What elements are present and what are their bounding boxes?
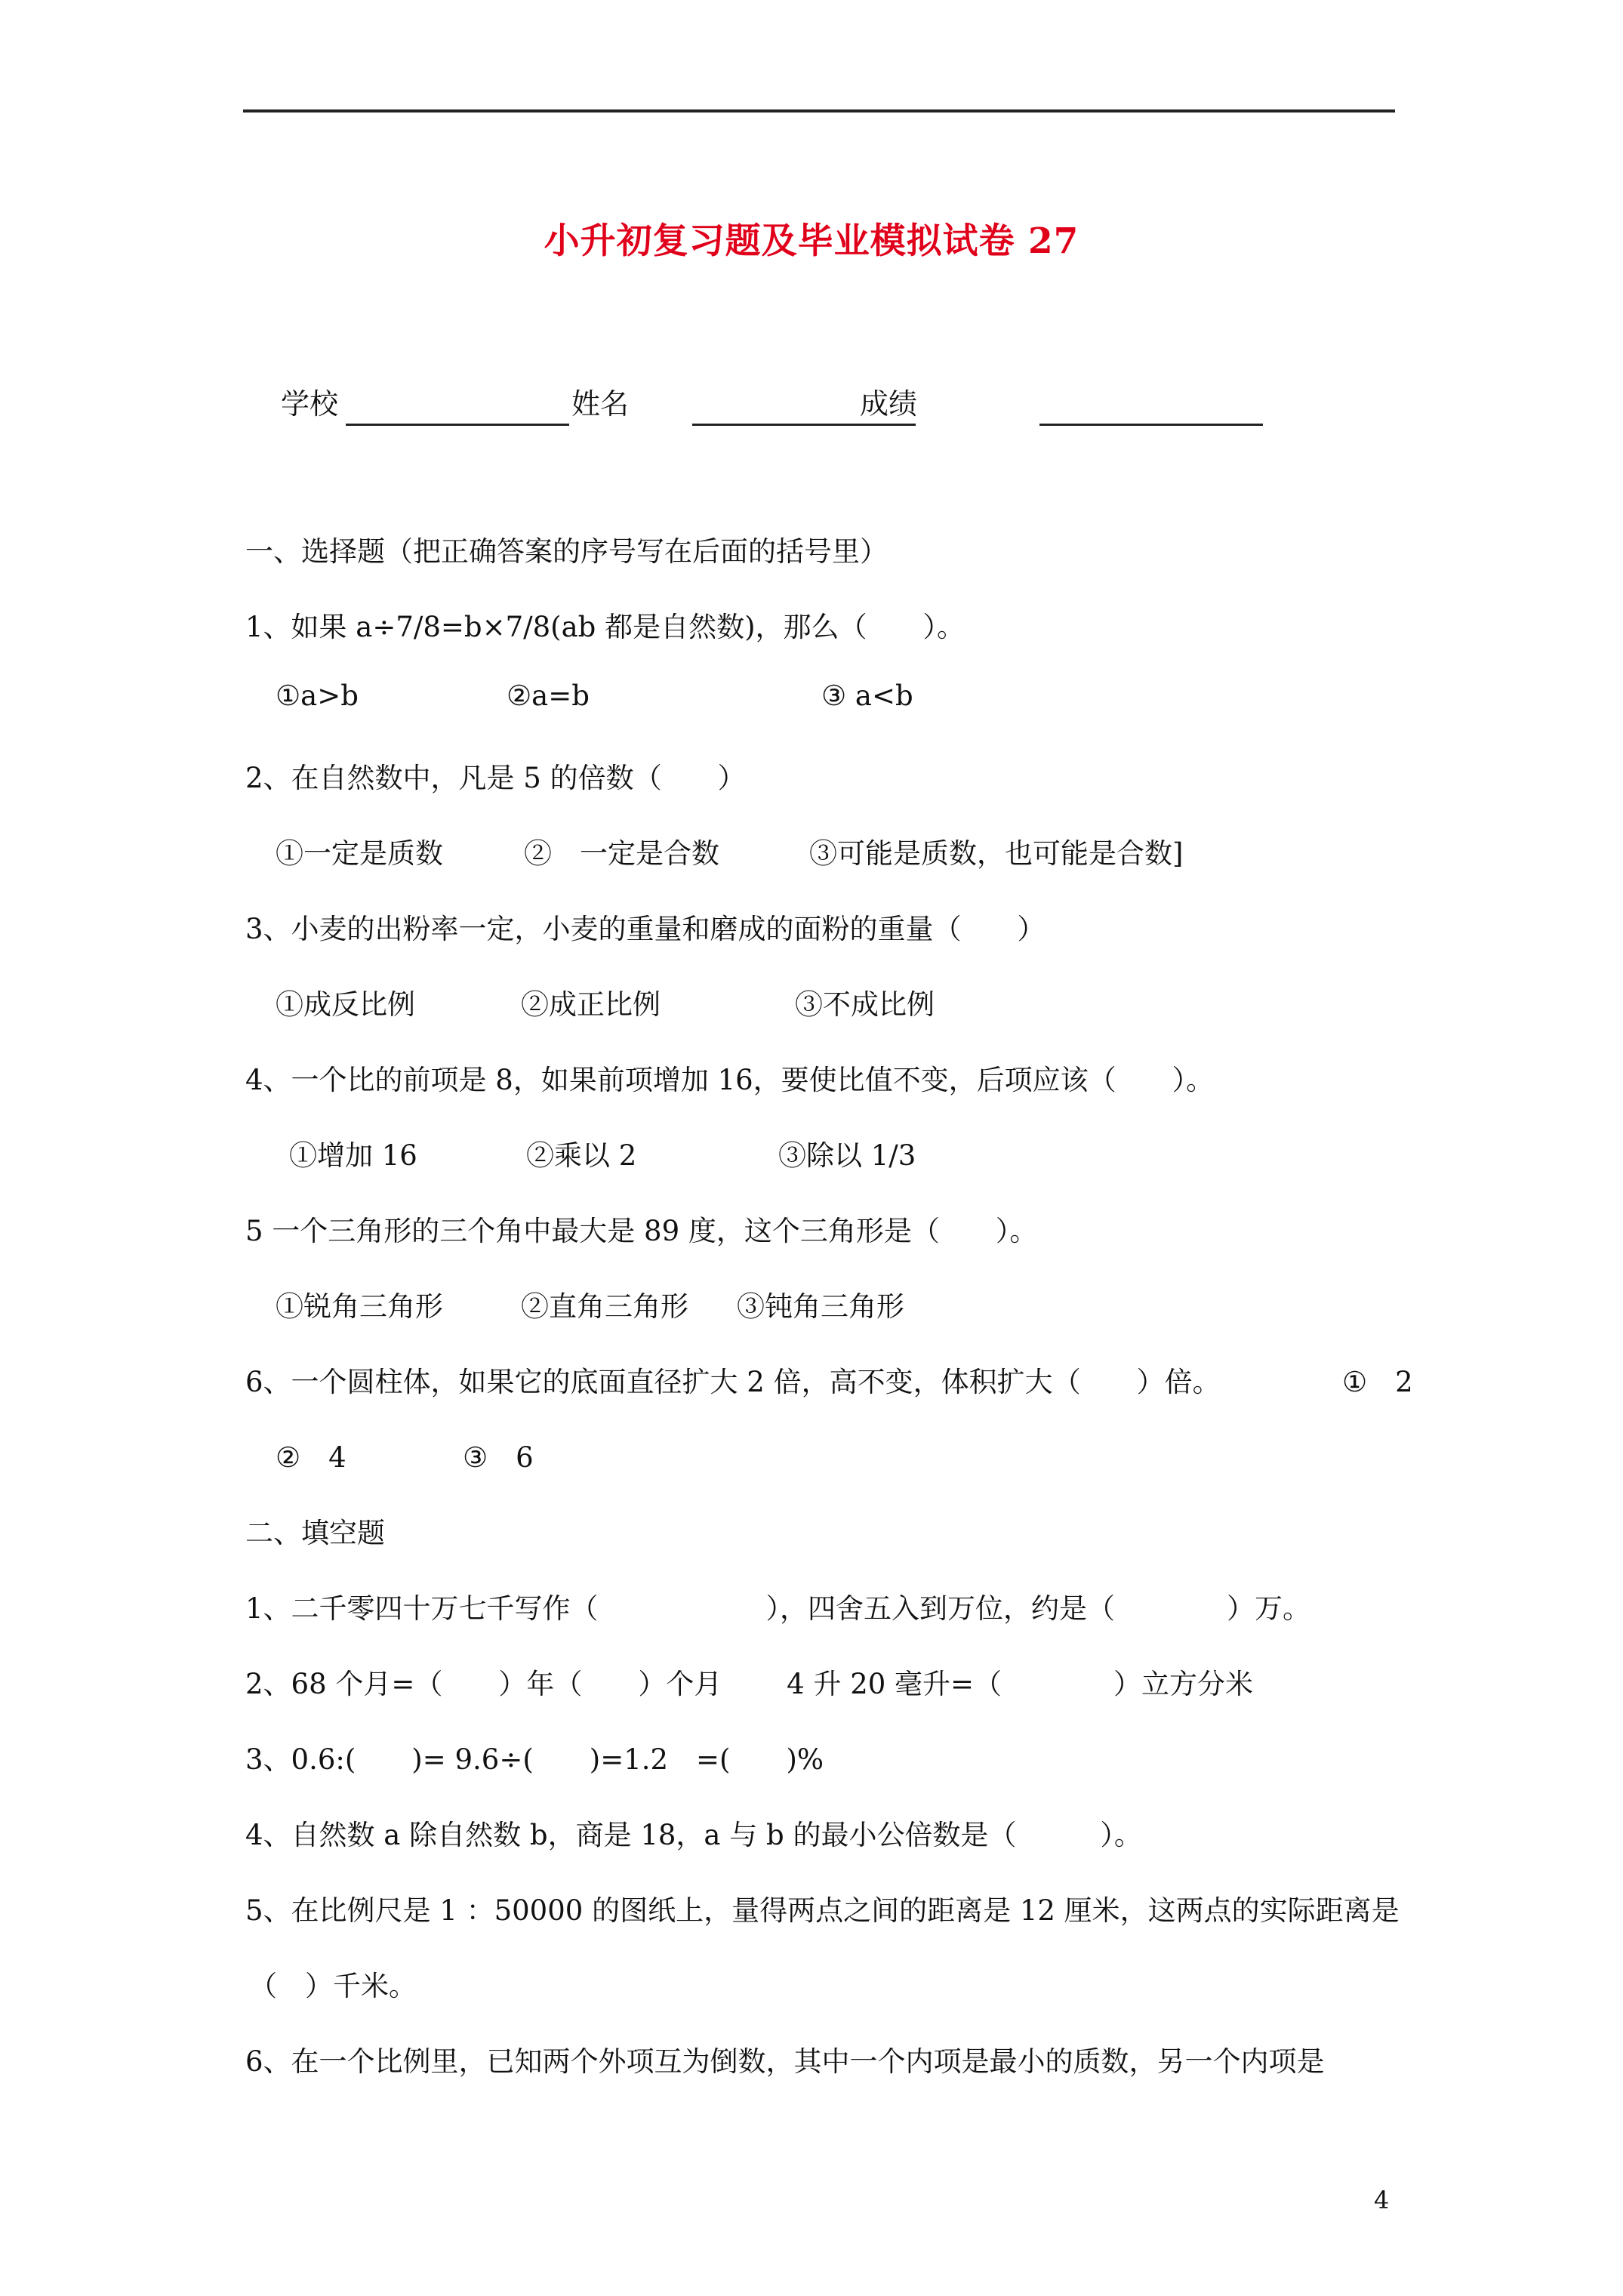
page-title: 小升初复习题及毕业模拟试卷 27 [544, 220, 1079, 262]
q4-option-3: ③除以 1/3 [778, 1139, 916, 1172]
fill-question-6: 6、在一个比例里，已知两个外项互为倒数，其中一个内项是最小的质数，另一个内项是 [245, 2045, 1325, 2078]
q4-option-1: ①增加 16 [289, 1139, 417, 1172]
section-heading-choice: 一、选择题（把正确答案的序号写在后面的括号里） [245, 535, 888, 568]
fill-question-3: 3、0.6:( )= 9.6÷( )=1.2 =( )% [245, 1743, 824, 1776]
q6-option-2: ② 4 [276, 1441, 346, 1474]
question-3: 3、小麦的出粉率一定，小麦的重量和磨成的面粉的重量（ ） [245, 913, 1046, 945]
fill-question-2: 2、68 个月=（ ）年（ ）个月 4 升 20 毫升=（ ）立方分米 [245, 1668, 1254, 1700]
school-label: 学校 [281, 387, 339, 421]
fill-question-5: 5、在比例尺是 1 ：50000 的图纸上，量得两点之间的距离是 12 厘米，这两点的实际距离是 [245, 1894, 1400, 1927]
question-4: 4、一个比的前项是 8，如果前项增加 16，要使比值不变，后项应该（ ）。 [245, 1064, 1215, 1096]
q5-option-1: ①锐角三角形 [276, 1290, 443, 1323]
q1-option-1: ①a>b [276, 680, 359, 712]
q5-option-3: ③钝角三角形 [737, 1290, 904, 1323]
q3-option-2: ②成正比例 [521, 988, 661, 1021]
q5-option-2: ②直角三角形 [521, 1290, 688, 1323]
header-rule [243, 109, 1395, 112]
fill-question-5-cont: （ ）千米。 [249, 1970, 417, 2002]
fill-question-1: 1、二千零四十万七千写作（ ），四舍五入到万位，约是（ ）万。 [245, 1592, 1311, 1625]
q2-option-3: ③可能是质数，也可能是合数] [809, 837, 1184, 870]
question-1: 1、如果 a÷7/8=b×7/8(ab 都是自然数)，那么（ ）。 [245, 611, 965, 643]
page-number: 4 [1374, 2186, 1390, 2214]
q6-option-3: ③ 6 [463, 1441, 534, 1474]
q6-option-1: ① 2 [1342, 1366, 1413, 1398]
q2-option-1: ①一定是质数 [276, 837, 443, 870]
school-blank [346, 424, 569, 426]
name-blank [692, 424, 916, 426]
name-label: 姓名 [571, 387, 630, 421]
score-blank [1039, 424, 1263, 426]
section-heading-fill: 二、填空题 [245, 1517, 385, 1549]
question-2: 2、在自然数中，凡是 5 的倍数（ ） [245, 762, 746, 794]
q2-option-2: ② 一定是合数 [524, 837, 719, 870]
fill-question-4: 4、自然数 a 除自然数 b，商是 18，a 与 b 的最小公倍数是（ ）。 [245, 1819, 1142, 1851]
question-5: 5 一个三角形的三个角中最大是 89 度，这个三角形是（ ）。 [245, 1215, 1038, 1247]
q3-option-1: ①成反比例 [276, 988, 415, 1021]
score-label: 成绩 [860, 387, 918, 421]
q3-option-3: ③不成比例 [795, 988, 935, 1021]
q4-option-2: ②乘以 2 [526, 1139, 637, 1172]
q1-option-2: ②a=b [507, 680, 590, 712]
question-6: 6、一个圆柱体，如果它的底面直径扩大 2 倍，高不变，体积扩大（ ）倍。 [245, 1366, 1221, 1398]
q1-option-3: ③ a<b [821, 680, 913, 712]
